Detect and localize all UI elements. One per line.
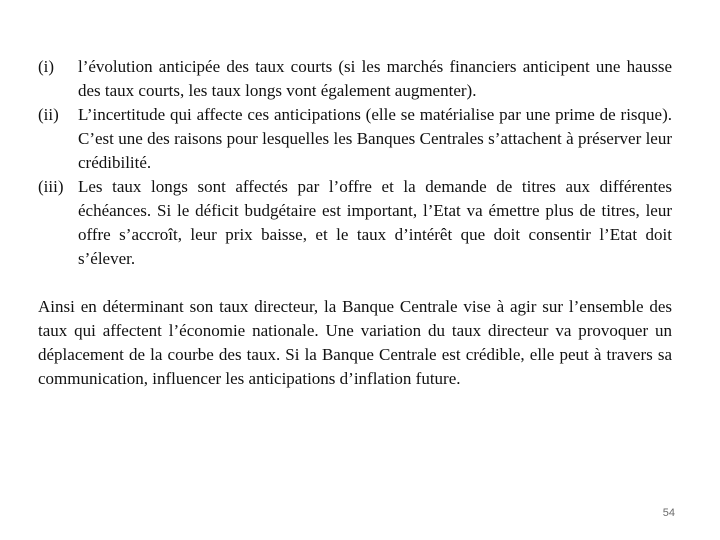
list-marker: (ii) [38,105,59,124]
slide-content [38,55,672,391]
list-item [38,103,672,175]
list-marker: (iii) [38,177,64,196]
conclusion-paragraph: Ainsi en déterminant son taux directeur, la Banque Centrale vise à agir sur l’ensemble des taux qui affectent l’économie nationale. Une variation du taux directeur va provoquer un déplacement de la courbe des taux. Si la Banque Centrale est crédible, elle peut à travers sa communication, influencer les anticipations d’inflation future. [38,297,672,388]
list-item-text: l’évolution anticipée des taux courts (si les marchés financiers anticipent une hausse des taux courts, les taux longs vont également augmenter). [78,57,672,100]
list-item [38,175,672,271]
page-number: 54 [662,507,675,519]
list-item-text: Les taux longs sont affectés par l’offre et la demande de titres aux différentes échéances. Si le déficit budgétaire est important, l’Etat va émettre plus de titres, leur offre s’accroît, leur prix baisse, et le taux d’intérêt que doit consentir l’Etat doit s’élever. [78,177,672,268]
factor-list [38,55,672,271]
list-item-text: L’incertitude qui affecte ces anticipations (elle se matérialise par une prime de risque). C’est une des raisons pour lesquelles les Banques Centrales s’attachent à préserver leur crédibilité. [78,105,672,172]
list-item [38,55,672,103]
list-marker: (i) [38,57,55,76]
